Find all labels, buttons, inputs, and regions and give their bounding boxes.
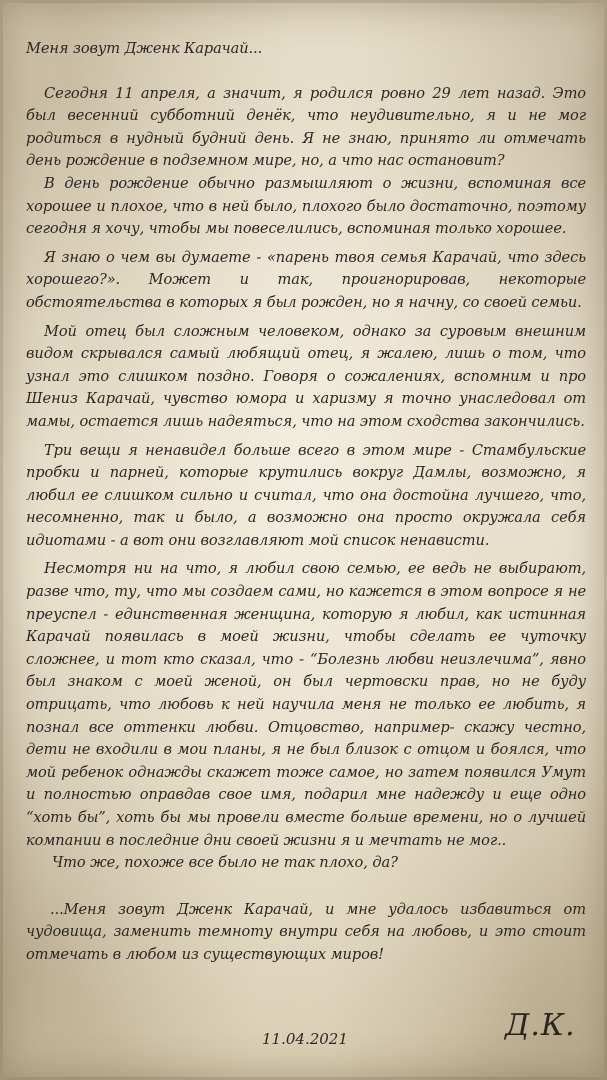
paragraph-family-intro: Я знаю о чем вы думаете - «парень твоя семья Карачай, что здесь хорошего?». Может и так, проигнорировав, некоторые обстоятельства в которых я был рожден, но я начну, со своей семьи. [26,248,586,311]
paragraph-reflection: В день рождение обычно размышляют о жизни, вспоминая все хорошее и плохое, что в ней было, плохого было достаточно, поэтому сегодня я хочу, чтобы мы повеселились, вспоминая только хорошее. [26,174,586,238]
letter-question: Что же, похоже все было не так плохо, да? [52,854,398,872]
paragraph-birthday: Сегодня 11 апреля, а значит, я родился ровно 29 лет назад. Это был весенний субботний денёк, что неудивительно, я и не мог родиться в нудный будний день. Я не знаю, принято ли отмечать день рождение в подземном мире, но, а что нас остановит? [26,84,586,170]
letter-body [26,38,586,967]
signature: Д.К. [505,1008,576,1043]
paragraph-father: Мой отец был сложным человеком, однако за суровым внешним видом скрывался самый любящий отец, я жалею, лишь о том, что узнал это слишком поздно. Говоря о сожалениях, вспомним и про Шениз Карачай, чувство юмора и харизму я точно унаследовал от мамы, остается лишь надеяться, что на этом сходства закончились. [26,322,586,430]
letter-closing: ...Меня зовут Дженк Карачай, и мне удалось избавиться от чудовища, заменить темноту внутри себя на любовь, и это стоит отмечать в любом из существующих миров! [26,900,586,963]
letter-greeting: Меня зовут Дженк Карачай... [26,40,263,57]
paragraph-love: Несмотря ни на что, я любил свою семью, ее ведь не выбирают, разве что, ту, что мы создаем сами, но кажется в этом вопросе я не преуспел - единственная женщина, которую я любил, как истинная Карачай появилась в моей жизни, чтобы сделать ее чуточку сложнее, и тот кто сказал, что - “Болезнь любви неизлечима”, явно был знаком с моей женой, он был чертовски прав, но не буду отрицать, что любовь к ней научила меня не только ее любить, я познал все оттенки любви. Отцовство, например- скажу честно, дети не входили в мои планы, я не был близок с отцом и боялся, что мой ребенок однажды скажет тоже самое, но затем появился Умут и полностью оправдав свое имя, подарил мне надежду и еще одно “хоть бы”, хоть бы мы провели вместе больше времени, но о лучшей компании в последние дни своей жизни я и мечтать не мог.. [26,560,586,849]
letter-date: 11.04.2021 [262,1030,348,1048]
paragraph-hates: Три вещи я ненавидел больше всего в этом мире - Стамбульские пробки и парней, которые крутились вокруг Дамлы, возможно, я любил ее слишком сильно и считал, что она достойна лучшего, что, несомненно, так и было, а возможно она просто окружала себя идиотами - а вот они возглавляют мой список ненависти. [26,441,586,549]
